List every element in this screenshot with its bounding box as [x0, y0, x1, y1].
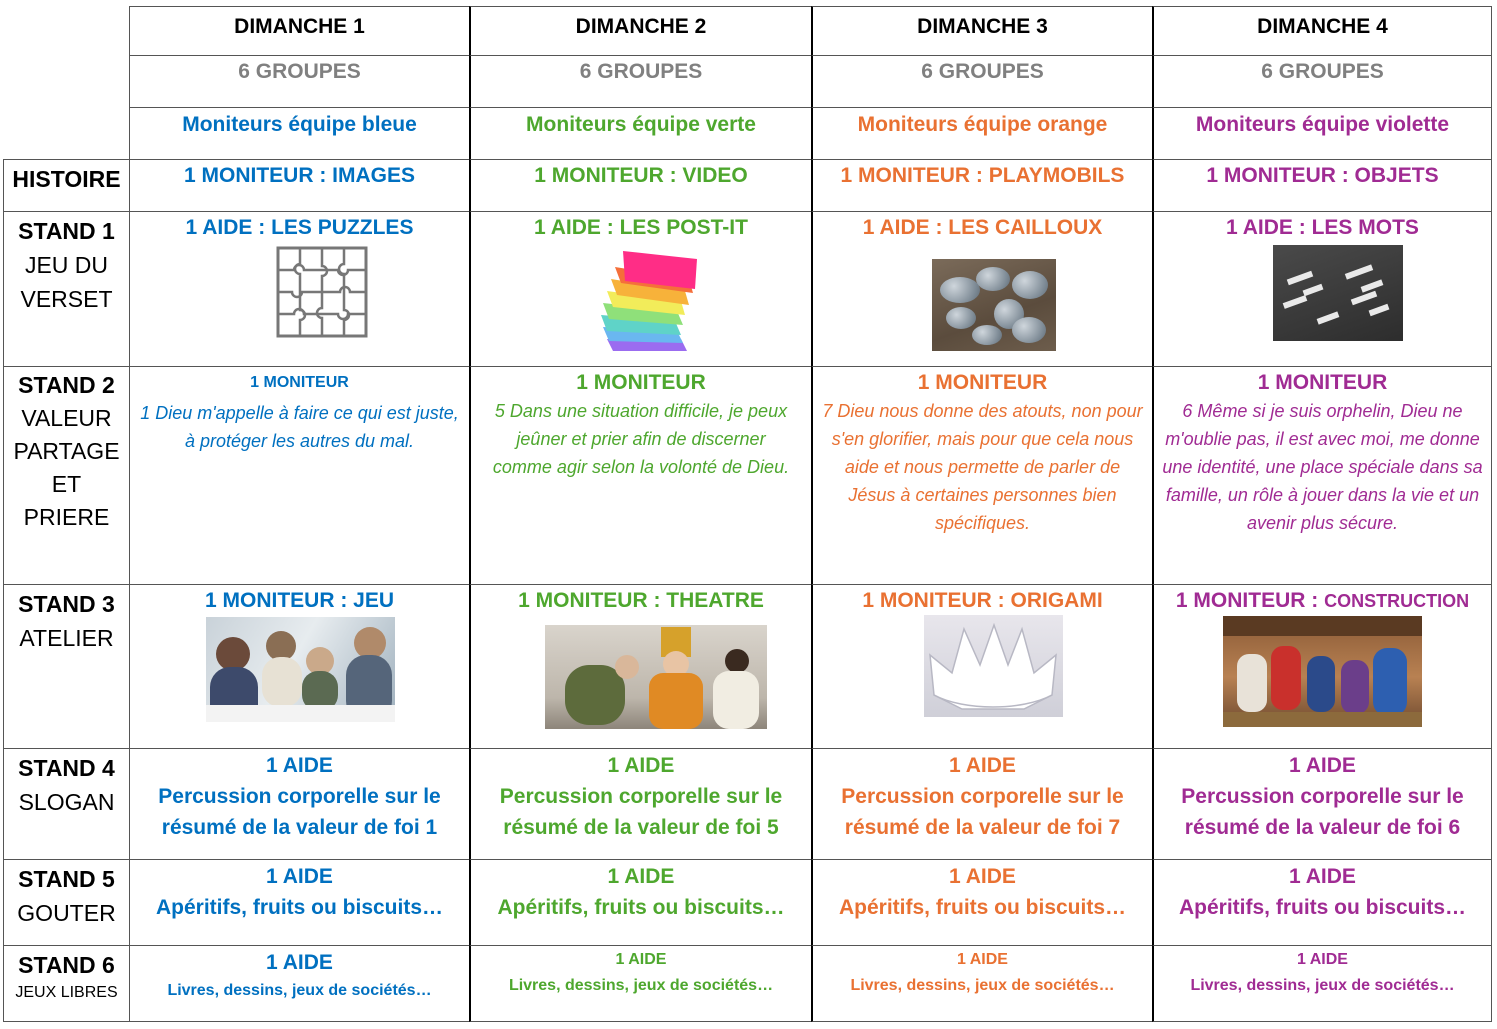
- row-label-stand1: [3, 211, 129, 366]
- cell-text: Livres, dessins, jeux de sociétés…: [850, 977, 1115, 994]
- stand5-cell-2: [469, 859, 811, 945]
- stand2-cell-4: [1152, 366, 1492, 584]
- groups-label: 6 GROUPES: [238, 60, 361, 83]
- cell-text: Apéritifs, fruits ou biscuits…: [155, 896, 444, 919]
- row-label-stand5: [3, 859, 129, 945]
- team-4: [1152, 107, 1492, 159]
- row-title: STAND 4: [18, 755, 115, 781]
- cell-text: Apéritifs, fruits ou biscuits…: [1178, 896, 1467, 919]
- cell-text: Percussion corporelle sur le résumé de la valeur de foi 7: [841, 785, 1124, 839]
- cell-text: 1 MONITEUR : JEU: [204, 589, 395, 612]
- cell-title: 1 MONITEUR: [576, 371, 706, 394]
- row-subtitle: JEUX LIBRES: [15, 984, 118, 1001]
- cell-text: 1 MONITEUR : IMAGES: [183, 164, 415, 187]
- cell-text-suffix: CONSTRUCTION: [1324, 591, 1470, 611]
- groups-1: [129, 55, 469, 107]
- cell-title: 1 AIDE: [266, 754, 333, 777]
- row-subtitle: ATELIER: [19, 625, 114, 651]
- cell-text: 1 AIDE : LES MOTS: [1226, 216, 1419, 239]
- header-day-4: [1152, 6, 1492, 55]
- cell-text: 1 MONITEUR : VIDEO: [534, 164, 748, 187]
- cell-text: 7 Dieu nous donne des atouts, non pour s'en glorifier, mais pour que cela nous aide et nous permette de parler de Jésus à certaines personnes bien spécifiques.: [822, 401, 1143, 533]
- stand4-cell-2: [469, 748, 811, 859]
- day-label: DIMANCHE 3: [917, 15, 1048, 38]
- day-label: DIMANCHE 1: [234, 15, 365, 38]
- cell-title: 1 AIDE: [1289, 754, 1356, 777]
- stand5-cell-3: [811, 859, 1152, 945]
- cell-text: Livres, dessins, jeux de sociétés…: [1190, 977, 1455, 994]
- row-label-stand3: [3, 584, 129, 748]
- row-subtitle: VERSET: [20, 286, 113, 312]
- cell-text: Apéritifs, fruits ou biscuits…: [838, 896, 1127, 919]
- cell-text: 1 MONITEUR : PLAYMOBILS: [840, 164, 1125, 187]
- game-photo: [206, 617, 395, 722]
- stand6-cell-1: [129, 945, 469, 1022]
- stand5-cell-4: [1152, 859, 1492, 945]
- cell-title: 1 AIDE: [615, 951, 667, 968]
- row-label-stand2: [3, 366, 129, 584]
- groups-label: 6 GROUPES: [1261, 60, 1384, 83]
- cell-text: 5 Dans une situation difficile, je peux jeûner et prier afin de discerner comme agir selon la volonté de Dieu.: [492, 401, 790, 477]
- row-title: STAND 5: [18, 866, 115, 892]
- origami-photo: [924, 615, 1063, 717]
- cell-text: Livres, dessins, jeux de sociétés…: [167, 982, 432, 999]
- team-1: [129, 107, 469, 159]
- words-photo: [1273, 245, 1403, 341]
- row-subtitle: SLOGAN: [18, 789, 115, 815]
- cell-title: 1 AIDE: [607, 865, 675, 888]
- stand2-cell-1: [129, 366, 469, 584]
- cell-text: 1 AIDE : LES PUZZLES: [185, 216, 414, 239]
- cell-text: 1 AIDE : LES CAILLOUX: [862, 216, 1103, 239]
- row-subtitle: VALEUR: [21, 405, 112, 431]
- stand2-cell-2: [469, 366, 811, 584]
- cell-text: 6 Même si je suis orphelin, Dieu ne m'oublie pas, il est avec moi, me donne une identité, une place spéciale dans sa famille, un rôle à jouer dans la vie et un avenir plus sécure.: [1162, 401, 1483, 533]
- header-day-2: [469, 6, 811, 55]
- cell-title: 1 AIDE: [607, 754, 675, 777]
- cell-title: 1 AIDE: [949, 754, 1016, 777]
- cell-title: 1 MONITEUR: [917, 371, 1048, 394]
- row-title: STAND 6: [18, 952, 115, 978]
- cell-title: 1 MONITEUR: [1257, 371, 1388, 394]
- row-label-stand4: [3, 748, 129, 859]
- groups-4: [1152, 55, 1492, 107]
- team-label: Moniteurs équipe violette: [1195, 113, 1450, 136]
- histoire-cell-2: [469, 159, 811, 211]
- cell-title: 1 MONITEUR: [250, 374, 349, 391]
- row-title: STAND 1: [18, 218, 115, 244]
- row-subtitle: PRIERE: [23, 504, 110, 530]
- header-day-1: [129, 6, 469, 55]
- row-title: STAND 3: [18, 591, 115, 617]
- groups-2: [469, 55, 811, 107]
- cell-text: 1 MONITEUR : THEATRE: [518, 589, 764, 612]
- histoire-cell-3: [811, 159, 1152, 211]
- cell-title: 1 AIDE: [1289, 865, 1356, 888]
- crown-icon: [924, 615, 1063, 717]
- groups-label: 6 GROUPES: [579, 60, 703, 83]
- stand4-cell-4: [1152, 748, 1492, 859]
- cell-text: 1 AIDE : LES POST-IT: [534, 216, 748, 239]
- team-label: Moniteurs équipe orange: [857, 113, 1108, 136]
- histoire-cell-4: [1152, 159, 1492, 211]
- team-label: Moniteurs équipe bleue: [182, 113, 417, 136]
- row-title: STAND 2: [18, 372, 115, 398]
- stones-photo: [932, 259, 1056, 351]
- cell-title: 1 AIDE: [266, 865, 333, 888]
- row-subtitle: GOUTER: [17, 900, 116, 926]
- row-subtitle: ET: [51, 471, 82, 497]
- cell-text: 1 MONITEUR : ORIGAMI: [862, 589, 1103, 612]
- cell-title: 1 AIDE: [266, 951, 333, 974]
- cell-title: 1 AIDE: [957, 951, 1008, 968]
- team-2: [469, 107, 811, 159]
- theatre-photo: [545, 625, 767, 729]
- cell-text: 1 MONITEUR :: [1175, 589, 1325, 612]
- stand6-cell-4: [1152, 945, 1492, 1022]
- puzzle-icon: [276, 246, 368, 338]
- stand5-cell-1: [129, 859, 469, 945]
- team-3: [811, 107, 1152, 159]
- cell-text: Percussion corporelle sur le résumé de la valeur de foi 6: [1181, 785, 1464, 839]
- team-label: Moniteurs équipe verte: [526, 113, 756, 136]
- cell-title: 1 AIDE: [949, 865, 1016, 888]
- cell-text: 1 Dieu m'appelle à faire ce qui est juste, à protéger les autres du mal.: [140, 403, 459, 451]
- cell-text: 1 MONITEUR : OBJETS: [1206, 164, 1439, 187]
- stand6-cell-3: [811, 945, 1152, 1022]
- stand4-cell-1: [129, 748, 469, 859]
- groups-3: [811, 55, 1152, 107]
- day-label: DIMANCHE 2: [575, 15, 707, 38]
- groups-label: 6 GROUPES: [921, 60, 1044, 83]
- stand4-cell-3: [811, 748, 1152, 859]
- header-day-3: [811, 6, 1152, 55]
- cell-text: Percussion corporelle sur le résumé de la valeur de foi 5: [499, 785, 783, 839]
- cell-text: Percussion corporelle sur le résumé de la valeur de foi 1: [158, 785, 441, 839]
- row-subtitle: JEU DU: [24, 252, 109, 278]
- sticky-notes-icon: [597, 247, 701, 355]
- row-label-stand6: [3, 945, 129, 1022]
- stand2-cell-3: [811, 366, 1152, 584]
- row-title: HISTOIRE: [12, 166, 121, 192]
- cell-text: Apéritifs, fruits ou biscuits…: [497, 896, 785, 919]
- row-label-histoire: [3, 159, 129, 211]
- day-label: DIMANCHE 4: [1257, 15, 1388, 38]
- histoire-cell-1: [129, 159, 469, 211]
- construction-photo: [1223, 616, 1422, 727]
- cell-text: Livres, dessins, jeux de sociétés…: [508, 977, 774, 994]
- cell-title: 1 AIDE: [1297, 951, 1348, 968]
- stand6-cell-2: [469, 945, 811, 1022]
- row-subtitle: PARTAGE: [13, 438, 120, 464]
